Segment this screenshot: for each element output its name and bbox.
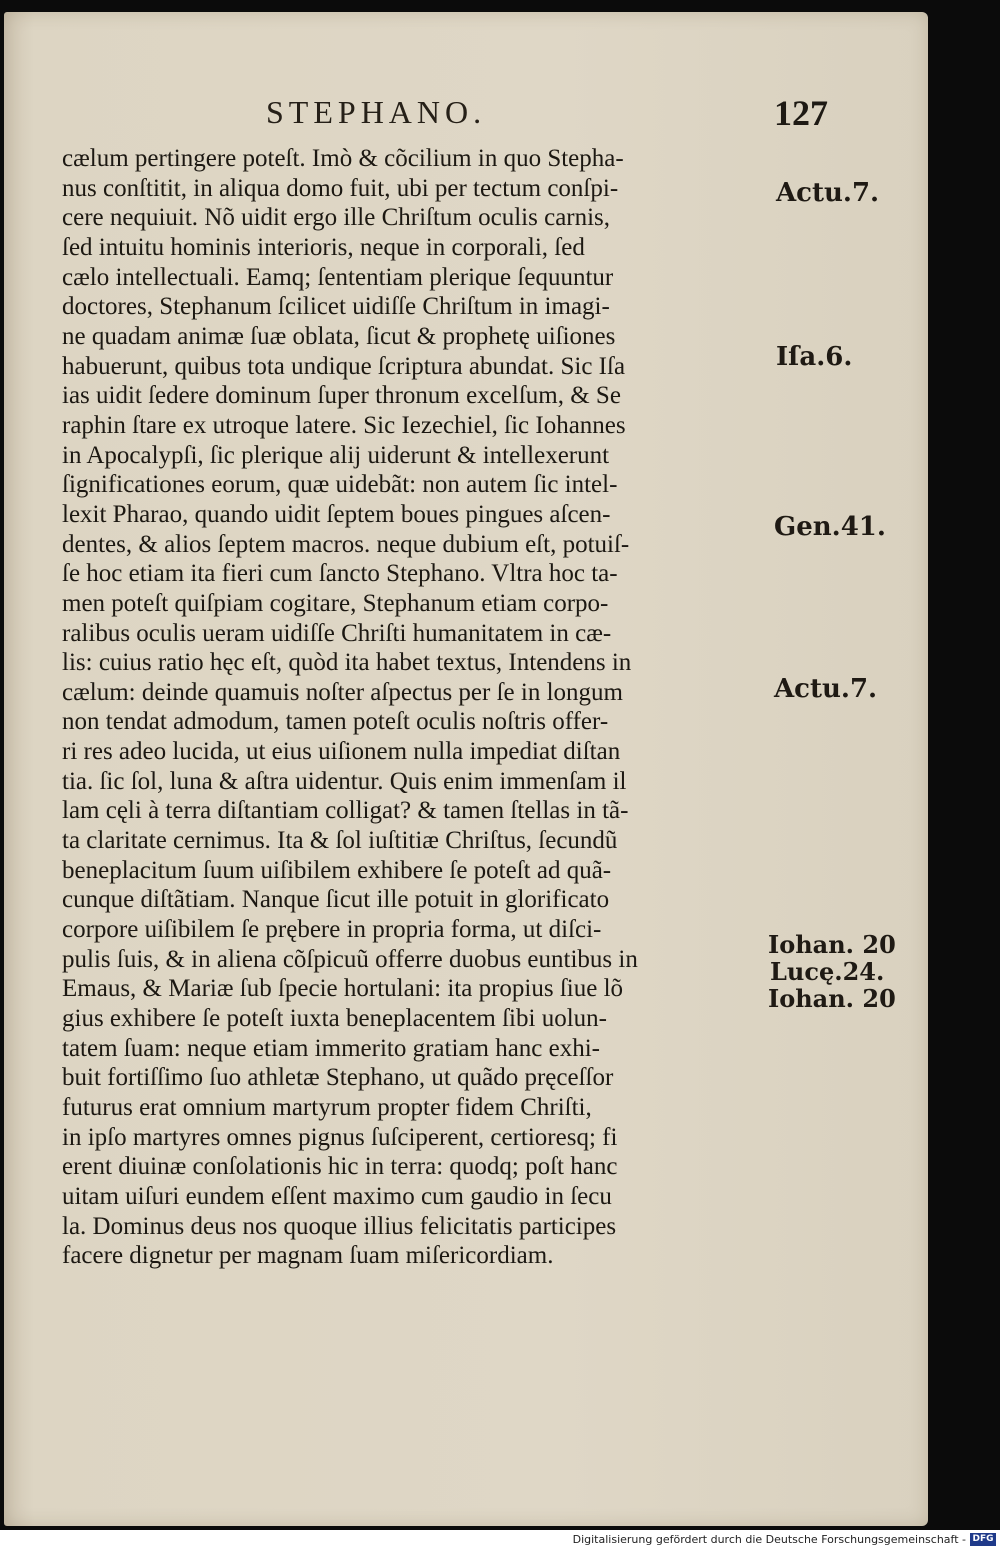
text-line: Emaus, & Mariæ ſub ſpecie hortulani: ita propius ſiue lõ: [62, 975, 624, 1003]
text-line: buit fortiſſimo ſuo athletæ Stephano, ut quãdo pręceſſor: [62, 1064, 614, 1092]
text-line: cælo intellectuali. Eamq; ſententiam plerique ſequuntur: [62, 263, 614, 291]
text-line: ri res adeo lucida, ut eius uiſionem nulla impediat diſtan: [62, 738, 621, 766]
text-line: ſe hoc etiam ita fieri cum ſancto Stephano. Vltra hoc ta-: [62, 560, 618, 588]
text-line: la. Dominus deus nos quoque illius felicitatis participes: [62, 1212, 617, 1240]
marginal-note: Gen.41.: [774, 512, 886, 542]
text-line: erent diuinæ conſolationis hic in terra: quodq; poſt hanc: [62, 1153, 618, 1181]
text-line: tatem ſuam: neque etiam immerito gratiam hanc exhi-: [62, 1034, 601, 1062]
text-line: lam cęli à terra diſtantiam colligat? & tamen ſtellas in tã-: [62, 797, 629, 825]
marginal-note: Lucę.24.: [770, 957, 885, 986]
text-line: doctores, Stephanum ſcilicet uidiſſe Chriſtum in imagi-: [62, 293, 610, 321]
text-line: men poteſt quiſpiam cogitare, Stephanum etiam corpo-: [62, 589, 609, 617]
text-line: cælum: deinde quamuis noſter aſpectus per ſe in longum: [62, 678, 623, 706]
text-line: gius exhibere ſe poteſt iuxta beneplacentem ſibi uolun-: [62, 1005, 607, 1033]
text-line: raphin ſtare ex utroque latere. Sic Iezechiel, ſic Iohannes: [62, 411, 626, 439]
running-head: STEPHANO.: [266, 94, 487, 130]
text-line: in Apocalypſi, ſic plerique alij uiderunt & intellexerunt: [62, 441, 610, 469]
text-line: uitam uiſuri eundem eſſent maximo cum gaudio in ſecu: [62, 1182, 612, 1210]
marginal-note: Iſa.6.: [776, 342, 853, 372]
marginal-note: Iohan. 20: [768, 930, 896, 959]
footer-credit: [0, 1530, 1000, 1550]
text-line: pulis ſuis, & in aliena cõſpicuũ offerre duobus euntibus in: [62, 945, 638, 973]
page-header: [4, 94, 928, 138]
text-line: facere dignetur per magnam ſuam miſericordiam.: [62, 1242, 554, 1270]
text-line: in ipſo martyres omnes pignus ſuſciperent, certioresq; fi: [62, 1123, 618, 1151]
text-line: ias uidit ſedere dominum ſuper thronum excelſum, & Se: [62, 382, 621, 410]
text-line: cere nequiuit. Nõ uidit ergo ille Chriſtum oculis carnis,: [62, 204, 611, 232]
book-page: [4, 12, 928, 1526]
text-line: ta claritate cernimus. Ita & ſol iuſtitiæ Chriſtus, ſecundũ: [62, 827, 618, 855]
text-line: nus conſtitit, in aliqua domo fuit, ubi per tectum conſpi-: [62, 174, 619, 202]
dfg-logo: DFG: [970, 1533, 996, 1546]
marginal-note: Actu.7.: [776, 178, 880, 208]
text-line: ſignificationes eorum, quæ uidebãt: non autem ſic intel-: [62, 471, 618, 499]
text-line: ſed intuitu hominis interioris, neque in corporali, ſed: [62, 233, 585, 261]
text-line: corpore uiſibilem ſe prębere in propria forma, ut diſci-: [62, 916, 602, 944]
text-line: futurus erat omnium martyrum propter fidem Chriſti,: [62, 1094, 592, 1121]
body-text: [62, 144, 772, 1271]
page-number: 127: [774, 93, 828, 133]
text-line: non tendat admodum, tamen poteſt oculis noſtris offer-: [62, 708, 609, 736]
text-line: beneplacitum ſuum uiſibilem exhibere ſe poteſt ad quã-: [62, 856, 612, 884]
text-line: tia. ſic ſol, luna & aſtra uidentur. Quis enim immenſam il: [62, 767, 627, 795]
text-line: ralibus oculis ueram uidiſſe Chriſti humanitatem in cæ-: [62, 619, 612, 647]
text-line: ne quadam animæ ſuæ oblata, ſicut & prophetę uiſiones: [62, 322, 616, 350]
text-line: cunque diſtãtiam. Nanque ſicut ille potuit in glorificato: [62, 886, 610, 914]
text-line: lexit Pharao, quando uidit ſeptem boues pingues aſcen-: [62, 500, 611, 528]
marginal-note: Iohan. 20: [768, 984, 896, 1013]
text-line: dentes, & alios ſeptem macros. neque dubium eſt, potuiſ-: [62, 530, 630, 558]
text-line: cælum pertingere poteſt. Imò & cõcilium in quo Stepha-: [62, 145, 624, 172]
marginal-note: Actu.7.: [774, 674, 878, 704]
text-line: habuerunt, quibus tota undique ſcriptura abundat. Sic Iſa: [62, 352, 626, 380]
text-line: lis: cuius ratio hęc eſt, quòd ita habet textus, Intendens in: [62, 649, 632, 677]
footer-credit-text: Digitalisierung gefördert durch die Deutsche Forschungsgemeinschaft -: [572, 1533, 966, 1546]
